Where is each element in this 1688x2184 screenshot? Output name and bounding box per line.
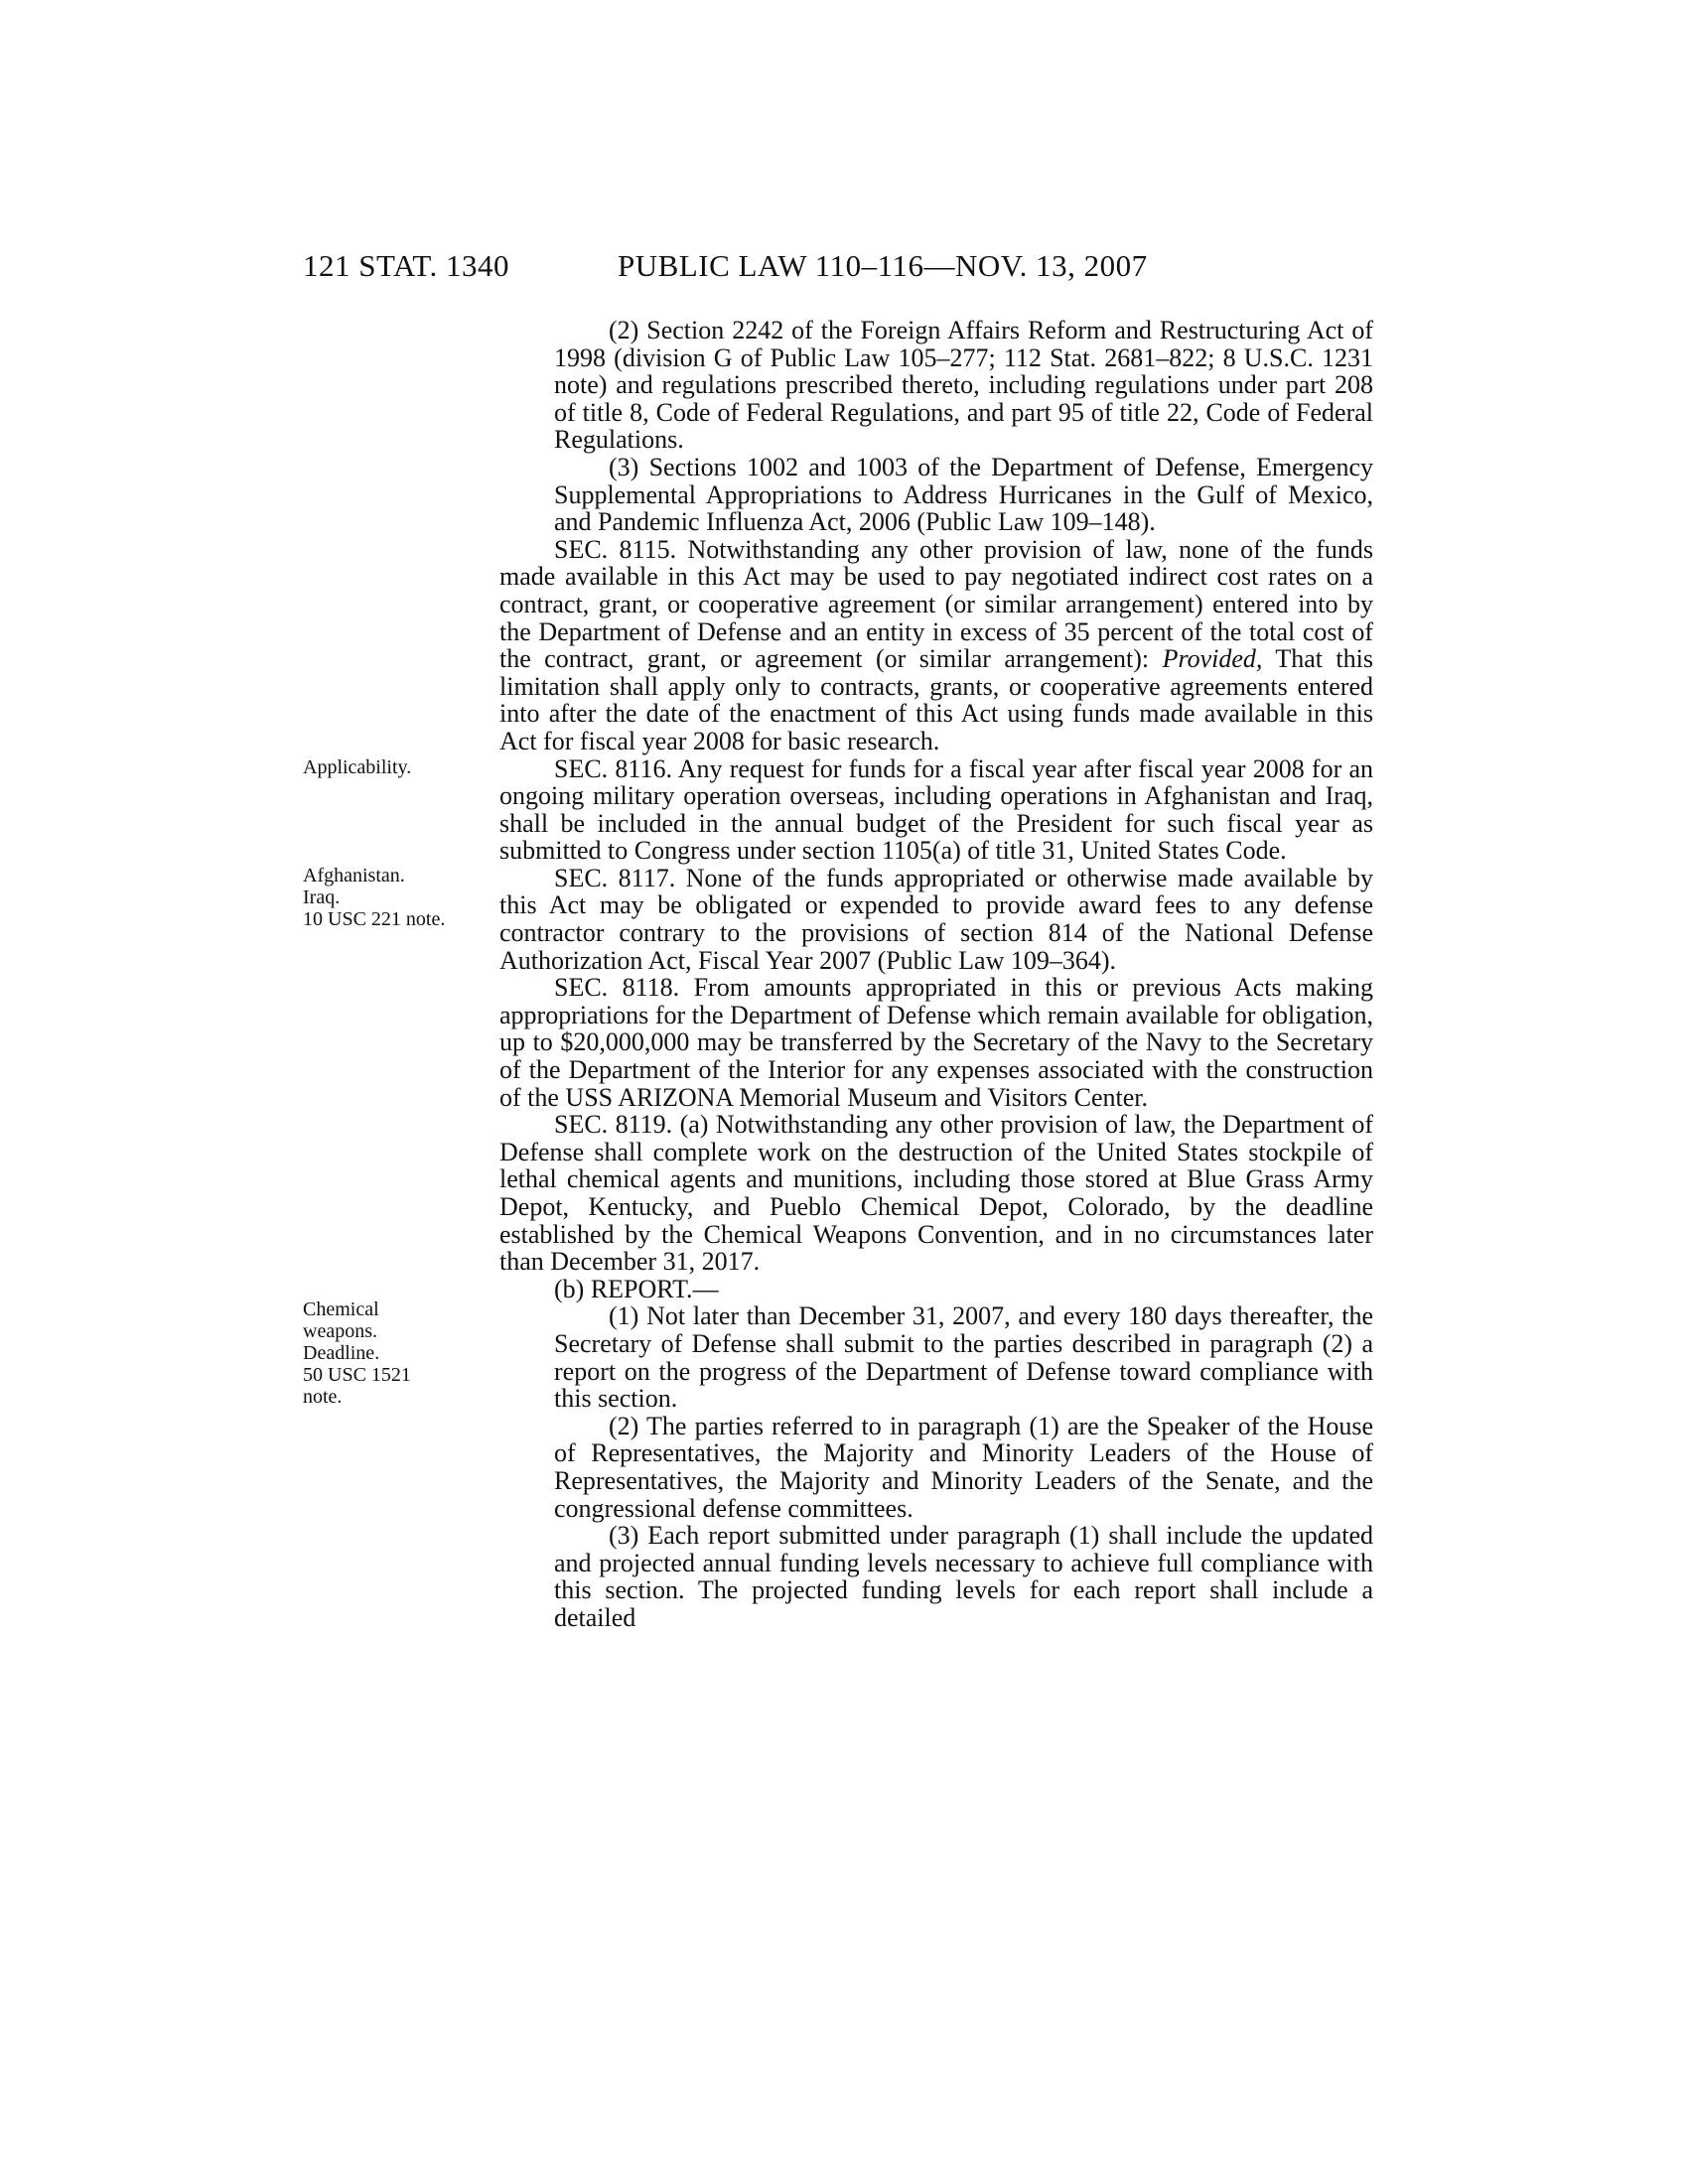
margin-note-applicability xyxy=(303,756,477,778)
margin-note-text: weapons. xyxy=(303,1320,377,1342)
body-text xyxy=(499,317,1373,1632)
section-8115 xyxy=(499,536,1373,755)
subsection-label: (b) xyxy=(554,1274,591,1303)
section-text: That this limitation shall apply only to contracts, grants, or cooperative agreements entered into after the date of the enactment of this Act using funds made available in this Act for fiscal year 2008 for basic research. xyxy=(499,644,1373,755)
margin-note-text: Chemical xyxy=(303,1298,379,1320)
margin-note-text: 50 USC 1521 xyxy=(303,1364,411,1386)
section-8119 xyxy=(499,1111,1373,1276)
margin-note-text: note. xyxy=(303,1386,343,1408)
margin-note-text: 10 USC 221 note. xyxy=(303,908,446,930)
section-8116 xyxy=(499,755,1373,865)
section-text: From amounts appropriated in this or previous Acts making appropriations for the Department of Defense which remain available for obligation, up to $20,000,000 may be transferred by the Secretary of the Navy to the Secretary of the Department of the Interior for any expenses associated with the construction of the USS ARIZONA Memorial Museum and Visitors Center. xyxy=(499,973,1374,1112)
section-label: SEC. 8119. xyxy=(554,1110,673,1140)
section-text: Notwithstanding any other provision of law, none of the funds made available in this Act may be used to pay negotiated indirect cost rates on a contract, grant, or cooperative agreement (or similar arrangement) entered into by the Department of Defense and an entity in excess of 35 percent of the total cost of the contract, grant, or agreement (or similar arrangement): xyxy=(499,534,1374,674)
section-text: Any request for funds for a fiscal year after fiscal year 2008 for an ongoing military operation overseas, including operations in Afghanistan and Iraq, shall be included in the annual budget of the President for such fiscal year as submitted to Congress under section 1105(a) of title 31, United States Code. xyxy=(499,753,1374,866)
report-paragraph-1: (1) Not later than December 31, 2007, and every 180 days thereafter, the Secretary of Defense shall submit to the parties described in paragraph (2) a report on the progress of the Department of Defense toward compliance with this section. xyxy=(554,1301,1373,1414)
section-label: SEC. 8117. xyxy=(554,863,676,892)
provided-term: Provided, xyxy=(1162,644,1263,674)
margin-note-text: Deadline. xyxy=(303,1342,380,1364)
page-reference: 121 STAT. 1340 xyxy=(303,248,510,283)
subsection-heading: REPORT.— xyxy=(590,1274,719,1303)
report-paragraph-3: (3) Each report submitted under paragraph (1) shall include the updated and projected annual funding levels necessary to achieve full compliance with this section. The projected funding levels for each report shall include a detailed xyxy=(554,1521,1373,1632)
subsection-b xyxy=(499,1276,1373,1303)
section-label: SEC. 8116. xyxy=(554,753,672,783)
section-8118 xyxy=(499,974,1373,1111)
margin-note-text: Applicability. xyxy=(303,756,412,778)
page-header xyxy=(0,248,1688,288)
margin-note-text: Iraq. xyxy=(303,887,341,908)
section-label: SEC. 8115. xyxy=(554,534,677,564)
margin-note-text: Afghanistan. xyxy=(303,865,405,887)
report-paragraph-2: (2) The parties referred to in paragraph (1) are the Speaker of the House of Representatives, the Majority and Minority Leaders of the House of Representatives, the Majority and Minority Leaders of the Senate, and the congressional defense committees. xyxy=(554,1411,1373,1523)
section-label: SEC. 8118. xyxy=(554,973,680,1003)
paragraph-3: (3) Sections 1002 and 1003 of the Department of Defense, Emergency Supplemental Appropriations to Address Hurricanes in the Gulf of Mexico, and Pandemic Influenza Act, 2006 (Public Law 109–148). xyxy=(554,452,1373,537)
section-8117 xyxy=(499,865,1373,974)
section-text: (a) Notwithstanding any other provision of law, the Department of Defense shall complete work on the destruction of the United States stockpile of lethal chemical agents and munitions, including those stored at Blue Grass Army Depot, Kentucky, and Pueblo Chemical Depot, Colorado, by the deadline established by the Chemical Weapons Convention, and in no circumstances later than December 31, 2017. xyxy=(499,1110,1374,1277)
law-reference: PUBLIC LAW 110–116—NOV. 13, 2007 xyxy=(618,248,1148,283)
paragraph-2: (2) Section 2242 of the Foreign Affairs Reform and Restructuring Act of 1998 (division G of Public Law 105–277; 112 Stat. 2681–822; 8 U.S.C. 1231 note) and regulations prescribed thereto, including regulations under part 208 of title 8, Code of Federal Regulations, and part 95 of title 22, Code of Federal Regulations. xyxy=(554,316,1373,455)
margin-note-8116 xyxy=(303,865,477,930)
section-text: None of the funds appropriated or otherwise made available by this Act may be obligated or expended to provide award fees to any defense contractor contrary to the provisions of section 814 of the National Defense Authorization Act, Fiscal Year 2007 (Public Law 109–364). xyxy=(499,863,1373,975)
margin-note-8119 xyxy=(303,1298,477,1408)
